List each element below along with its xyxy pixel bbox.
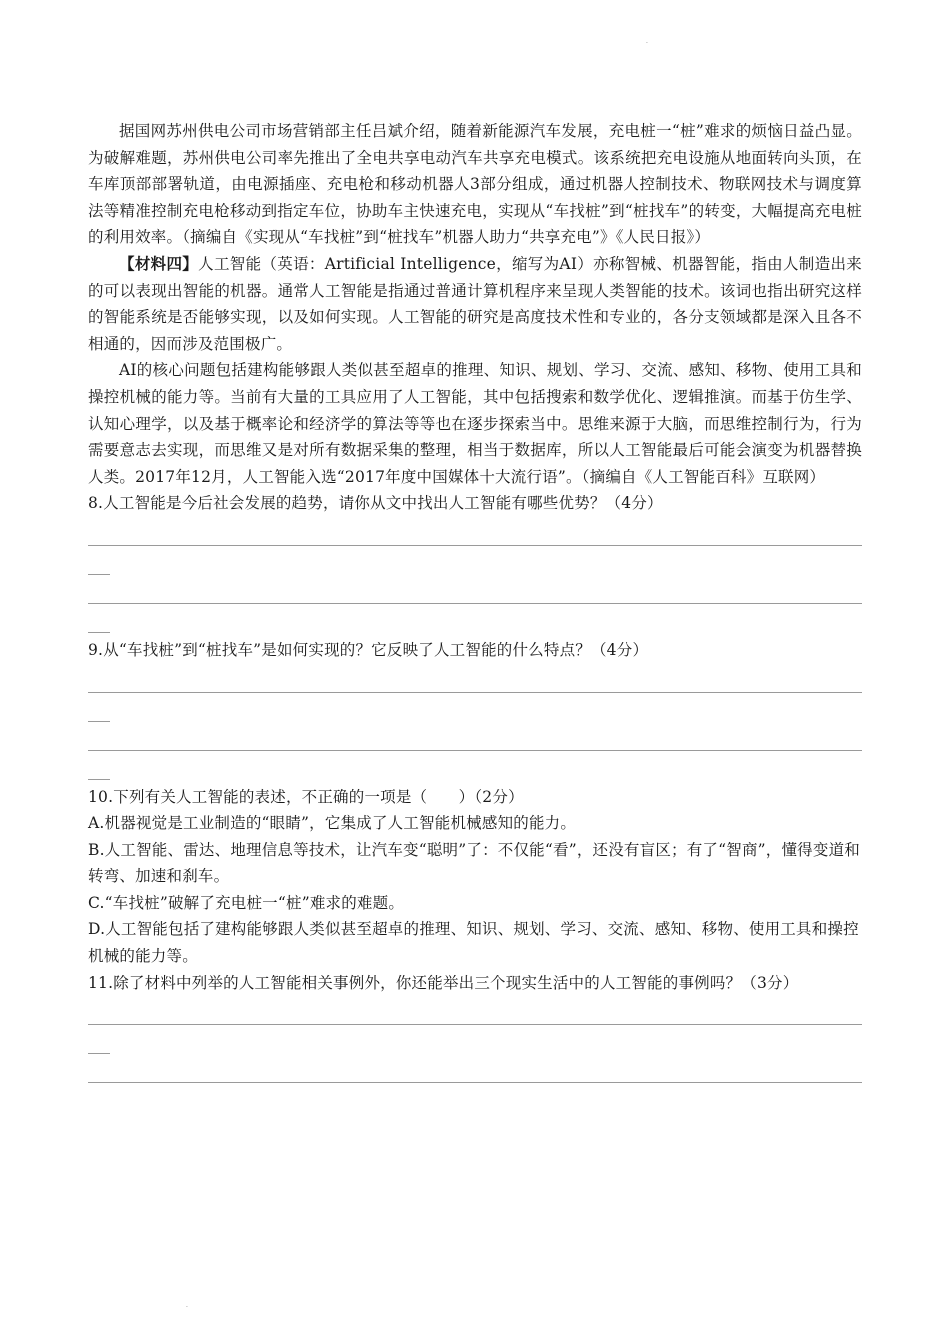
question-10: 10.下列有关人工智能的表述，不正确的一项是（ ）（2分） xyxy=(88,787,524,806)
answer-area-q11[interactable] xyxy=(88,996,862,1083)
answer-area-q9[interactable] xyxy=(88,664,862,780)
material-paragraph-3: AI的核心问题包括建构能够跟人类似甚至超卓的推理、知识、规划、学习、交流、感知、移物、使用工具和操控机械的能力等。当前有大量的工具应用了人工智能，其中包括搜索和数学优化、逻辑推演。而基于仿生学、认知心理学，以及基于概率论和经济学的算法等等也在逐步探索当中。思维来源于大脑，而思维控制行为，行为需要意志去实现，而思维又是对所有数据采集的整理，相当于数据库，所以人工智能最后可能会演变为机器替换人类。2017年12月，人工智能入选“2017年度中国媒体十大流行语”。（摘编自《人工智能百科》互联网） xyxy=(88,361,862,486)
material-paragraph-1: 据国网苏州供电公司市场营销部主任吕斌介绍，随着新能源汽车发展，充电桩一“桩”难求的烦恼日益凸显。为破解难题，苏州供电公司率先推出了全电共享电动汽车共享充电模式。该系统把充电设施从地面转向头顶，在车库顶部部署轨道，由电源插座、充电枪和移动机器人3部分组成，通过机器人控制技术、物联网技术与调度算法等精准控制充电枪移动到指定车位，协助车主快速充电，实现从“车找桩”到“桩找车”的转变，大幅提高充电桩的利用效率。（摘编自《实现从“车找桩”到“桩找车”机器人助力“共享充电”》《人民日报》） xyxy=(88,122,862,247)
answer-line-short[interactable] xyxy=(88,1025,862,1054)
material-four-text: 人工智能（英语：Artificial Intelligence，缩写为AI）亦称智械、机器智能，指由人制造出来的可以表现出智能的机器。通常人工智能是指通过普通计算机程序来呈现人类智能的技术。该词也指出研究这样的智能系统是否能够实现，以及如何实现。人工智能的研究是高度技术性和专业的，各分支领域都是深入且各不相通的，因而涉及范围极广。 xyxy=(88,254,862,353)
option-c: C.“车找桩”破解了充电桩一“桩”难求的难题。 xyxy=(88,893,405,912)
question-8: 8.人工智能是今后社会发展的趋势，请你从文中找出人工智能有哪些优势？（4分） xyxy=(88,494,663,513)
option-a: A.机器视觉是工业制造的“眼睛”，它集成了人工智能机械感知的能力。 xyxy=(88,814,577,833)
answer-line[interactable] xyxy=(88,1054,862,1083)
material-four-label: 【材料四】 xyxy=(119,253,199,273)
option-b: B.人工智能、雷达、地理信息等技术，让汽车变“聪明”了：不仅能“看”，还没有盲区；有了“智商”，懂得变道和转弯、加速和刹车。 xyxy=(88,840,860,886)
answer-line[interactable] xyxy=(88,722,862,751)
answer-line-short[interactable] xyxy=(88,693,862,722)
question-11: 11.除了材料中列举的人工智能相关事例外，你还能举出三个现实生活中的人工智能的事例吗？（3分） xyxy=(88,973,799,992)
option-d: D.人工智能包括了建构能够跟人类似甚至超卓的推理、知识、规划、学习、交流、感知、移物、使用工具和操控机械的能力等。 xyxy=(88,920,859,966)
answer-line-short[interactable] xyxy=(88,604,862,633)
answer-line[interactable] xyxy=(88,664,862,693)
page-dot-top: · xyxy=(646,40,648,47)
answer-area-q8[interactable] xyxy=(88,517,862,633)
answer-line-short[interactable] xyxy=(88,546,862,575)
document-content xyxy=(88,118,862,1083)
page-dot-bottom: · xyxy=(186,1304,188,1311)
answer-line[interactable] xyxy=(88,996,862,1025)
answer-line[interactable] xyxy=(88,575,862,604)
answer-line-short[interactable] xyxy=(88,751,862,780)
answer-line[interactable] xyxy=(88,517,862,546)
material-four-paragraph xyxy=(88,251,862,357)
question-9: 9.从“车找桩”到“桩找车”是如何实现的？它反映了人工智能的什么特点？（4分） xyxy=(88,640,649,659)
